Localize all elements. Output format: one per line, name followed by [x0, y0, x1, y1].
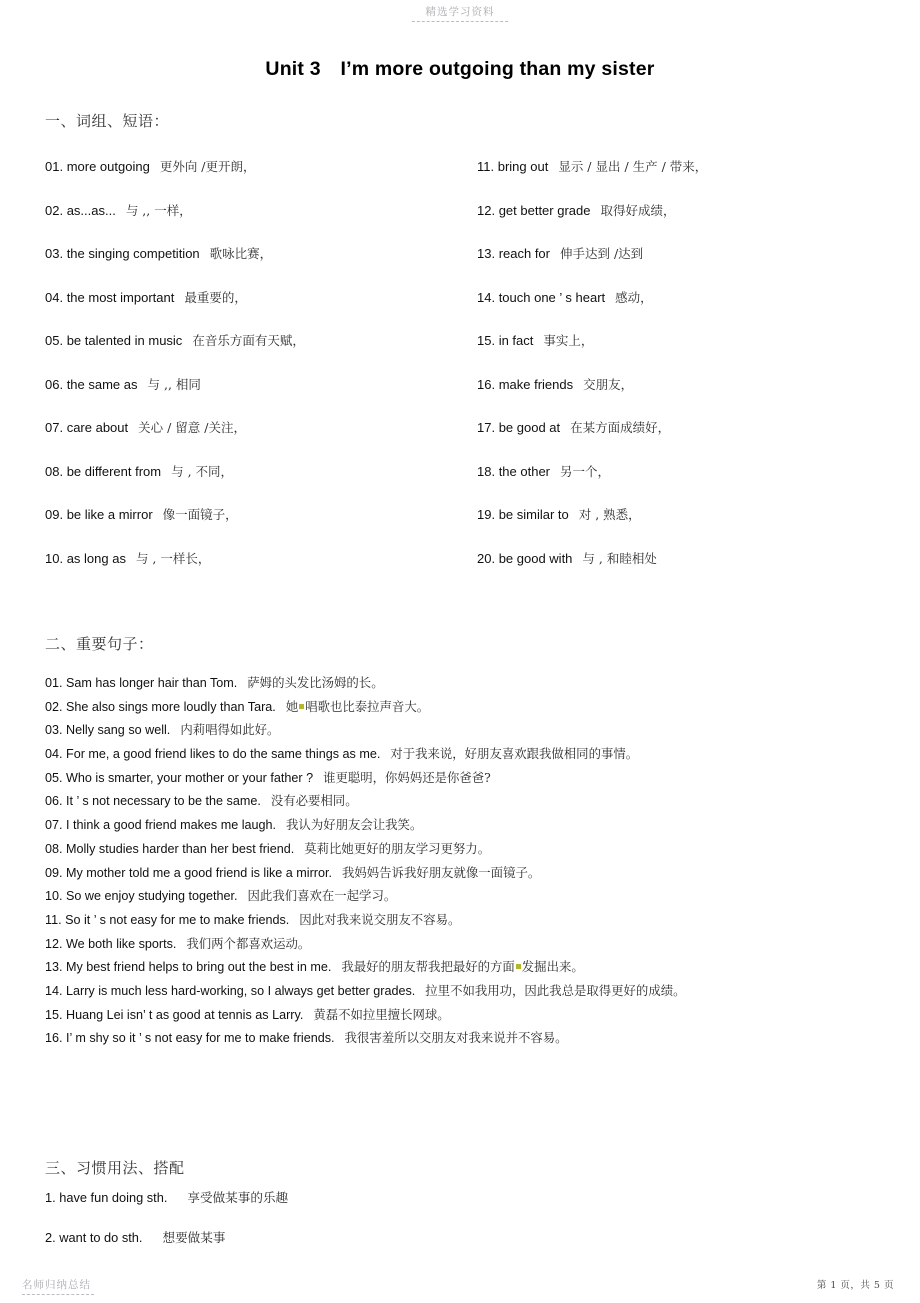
sentence-item — [45, 746, 890, 770]
phrase-number: 11. — [477, 159, 498, 174]
phrase-english: as long as — [66, 550, 126, 566]
phrase-item — [477, 246, 887, 290]
phrase-chinese: 感动， — [615, 289, 653, 305]
phrase-number: 20. — [477, 550, 499, 566]
phrase-item — [477, 159, 887, 203]
sentence-item — [45, 983, 890, 1007]
phrase-item — [45, 246, 455, 290]
phrase-number: 10. — [45, 550, 67, 566]
phrase-english: the singing competition — [66, 246, 200, 261]
phrase-item — [45, 464, 455, 508]
phrases-right-column — [477, 159, 887, 594]
phrase-number: 17. — [477, 420, 499, 435]
phrase-item — [477, 203, 887, 247]
phrase-english: touch one ’ s heart — [498, 289, 606, 305]
sentence-number: 02. — [45, 699, 67, 714]
phrase-english: be like a mirror — [66, 507, 153, 522]
sentence-item — [45, 936, 890, 960]
sentence-number: 10. — [45, 889, 67, 904]
sentence-number: 06. — [45, 794, 67, 809]
top-watermark — [0, 6, 920, 22]
sentence-chinese: 我们两个都喜欢运动。 — [186, 935, 311, 951]
sentence-number: 07. — [45, 818, 67, 833]
sentence-number: 01. — [45, 676, 67, 690]
phrase-number: 08. — [45, 463, 67, 479]
usage-item — [45, 1227, 745, 1267]
phrase-english: get better grade — [498, 202, 591, 218]
sentence-english: Huang Lei isn’ t as good at tennis as Larry. — [66, 1007, 304, 1022]
phrase-item — [45, 333, 455, 377]
phrase-english: care about — [66, 420, 129, 435]
sentence-chinese: 我妈妈告诉我好朋友就像一面镜子。 — [342, 864, 541, 880]
usage-english: want to do sth. — [59, 1230, 143, 1245]
sentence-chinese: 发掘出来。 — [521, 959, 584, 975]
sentence-english: Molly studies harder than her best friend. — [66, 841, 295, 856]
phrase-chinese: 另一个， — [560, 463, 611, 479]
usage-number: 2. — [45, 1230, 60, 1245]
phrase-item — [477, 333, 887, 377]
phrase-number: 02. — [45, 202, 67, 218]
section-heading-phrases: 一、词组、短语： — [45, 112, 170, 130]
usage-item — [45, 1187, 745, 1227]
document-title: Unit 3 I’m more outgoing than my sister — [265, 58, 655, 80]
sentence-english: So we enjoy studying together. — [66, 889, 238, 904]
watermark-dashed-rule — [412, 21, 508, 22]
phrase-item — [477, 551, 887, 595]
section-heading-sentences: 二、重要句子： — [45, 635, 154, 653]
phrase-number: 01. — [45, 159, 67, 174]
phrase-number: 14. — [477, 289, 499, 305]
phrase-english: reach for — [498, 246, 550, 261]
sentence-number: 12. — [45, 936, 67, 951]
phrase-english: more outgoing — [66, 159, 150, 174]
sentence-item — [45, 770, 890, 794]
phrase-number: 19. — [477, 507, 499, 522]
phrase-english: the most important — [66, 289, 175, 305]
sentence-english: My mother told me a good friend is like a mirror. — [66, 865, 332, 880]
bottom-watermark-text: 名师归纳总结 — [22, 1279, 91, 1292]
phrase-number: 13. — [477, 246, 499, 261]
phrase-item — [477, 420, 887, 464]
bottom-watermark — [22, 1279, 94, 1295]
sentence-english: We both like sports. — [66, 936, 177, 951]
page-indicator: 第 1 页，共 5 页 — [816, 1280, 894, 1291]
phrase-english: the other — [498, 463, 551, 479]
phrase-chinese: 取得好成绩， — [600, 202, 676, 218]
phrase-number: 03. — [45, 246, 67, 261]
phrases-left-column — [45, 159, 455, 594]
sentence-number: 11. — [45, 912, 66, 927]
highlight-marker — [299, 704, 304, 709]
phrase-chinese: 在某方面成绩好， — [570, 420, 671, 435]
phrase-number: 16. — [477, 376, 499, 392]
phrase-english: be talented in music — [66, 333, 183, 348]
sentence-number: 16. — [45, 1031, 67, 1046]
sentence-chinese: 唱歌也比泰拉声音大。 — [305, 698, 430, 714]
usage-list — [45, 1187, 745, 1267]
sentence-chinese: 黄磊不如拉里擅长网球。 — [313, 1006, 450, 1022]
phrase-english: bring out — [497, 159, 549, 174]
sentences-list — [45, 675, 890, 1054]
sentence-chinese: 我很害羞所以交朋友对我来说并不容易。 — [344, 1030, 568, 1046]
phrase-item — [45, 420, 455, 464]
sentence-chinese-prefix: 她 — [285, 698, 299, 714]
sentence-item — [45, 1030, 890, 1054]
bottom-watermark-dashed-rule — [22, 1294, 94, 1295]
phrase-english: as...as... — [66, 202, 116, 218]
phrase-chinese: 与 , 不同， — [171, 463, 234, 479]
phrase-english: be different from — [66, 463, 162, 479]
phrase-number: 05. — [45, 333, 67, 348]
sentence-chinese: 因此对我来说交朋友不容易。 — [299, 911, 461, 927]
sentence-item — [45, 675, 890, 699]
sentence-item — [45, 888, 890, 912]
phrase-number: 15. — [477, 333, 499, 348]
phrase-item — [477, 507, 887, 551]
phrase-number: 06. — [45, 376, 67, 392]
phrase-chinese: 与 , 一样长， — [135, 550, 211, 566]
phrase-chinese: 歌咏比赛， — [209, 246, 273, 261]
sentence-number: 04. — [45, 747, 67, 762]
sentence-english: I think a good friend makes me laugh. — [66, 818, 277, 833]
phrase-chinese: 最重要的， — [184, 289, 247, 305]
phrase-chinese: 关心 / 留意 /关注， — [138, 420, 246, 435]
sentence-item — [45, 722, 890, 746]
sentence-number: 09. — [45, 865, 67, 880]
phrase-item — [45, 203, 455, 247]
phrase-number: 04. — [45, 289, 67, 305]
sentence-item — [45, 959, 890, 983]
usage-chinese: 享受做某事的乐趣 — [187, 1190, 289, 1205]
sentence-english: I’ m shy so it ’ s not easy for me to make friends. — [66, 1031, 335, 1046]
phrase-english: make friends — [498, 376, 574, 392]
sentence-english: Sam has longer hair than Tom. — [66, 676, 238, 690]
phrase-item — [477, 377, 887, 421]
phrase-chinese: 像一面镜子， — [162, 507, 238, 522]
sentence-english: For me, a good friend likes to do the same things as me. — [66, 747, 381, 762]
sentence-number: 05. — [45, 770, 67, 785]
sentence-english: Nelly sang so well. — [66, 723, 171, 738]
phrase-chinese: 交朋友， — [583, 376, 634, 392]
phrase-item — [45, 377, 455, 421]
phrase-number: 12. — [477, 202, 499, 218]
phrase-item — [477, 290, 887, 334]
sentence-english: My best friend helps to bring out the best in me. — [66, 960, 332, 975]
sentence-english: Larry is much less hard-working, so I always get better grades. — [66, 983, 416, 998]
sentence-number: 03. — [45, 723, 67, 738]
sentence-chinese: 内莉唱得如此好。 — [180, 722, 280, 738]
sentence-english: Who is smarter, your mother or your father ? — [66, 770, 314, 785]
sentence-item — [45, 793, 890, 817]
sentence-chinese: 因此我们喜欢在一起学习。 — [247, 888, 397, 904]
phrase-chinese: 伸手达到 /达到 — [560, 246, 644, 261]
phrase-english: be good at — [498, 420, 561, 435]
section-heading-usage: 三、习惯用法、搭配 — [45, 1159, 185, 1177]
sentence-chinese: 我认为好朋友会让我笑。 — [286, 817, 423, 833]
usage-chinese: 想要做某事 — [162, 1230, 226, 1245]
sentence-english: It ’ s not necessary to be the same. — [66, 794, 261, 809]
phrase-number: 18. — [477, 463, 499, 479]
phrase-chinese: 与 ,, 一样， — [125, 202, 192, 218]
phrase-english: be similar to — [498, 507, 569, 522]
usage-number: 1. — [45, 1190, 60, 1205]
phrase-chinese: 在音乐方面有天赋， — [192, 333, 305, 348]
highlight-marker — [516, 964, 521, 969]
phrase-chinese: 更外向 /更开朗， — [159, 159, 256, 174]
sentence-item — [45, 841, 890, 865]
sentence-number: 15. — [45, 1007, 67, 1022]
sentence-item — [45, 865, 890, 889]
sentence-chinese: 没有必要相同。 — [270, 793, 358, 809]
phrase-english: be good with — [498, 550, 573, 566]
sentence-english: She also sings more loudly than Tara. — [66, 699, 276, 714]
sentence-english: So it ’ s not easy for me to make friends. — [65, 912, 290, 927]
phrase-chinese: 与 ,, 相同 — [147, 376, 201, 392]
phrase-chinese: 显示 / 显出 / 生产 / 带来， — [558, 159, 708, 174]
phrase-item — [45, 551, 455, 595]
sentence-chinese: 对于我来说，好朋友喜欢跟我做相同的事情。 — [390, 746, 639, 762]
phrase-english: the same as — [66, 376, 138, 392]
usage-english: have fun doing sth. — [59, 1190, 168, 1205]
sentence-chinese: 拉里不如我用功，因此我总是取得更好的成绩。 — [425, 982, 686, 998]
phrase-chinese: 事实上， — [543, 333, 594, 348]
phrase-item — [477, 464, 887, 508]
phrase-item — [45, 159, 455, 203]
phrase-item — [45, 507, 455, 551]
top-watermark-text: 精选学习资料 — [425, 6, 495, 18]
sentence-number: 13. — [45, 960, 67, 975]
sentence-item — [45, 912, 890, 936]
phrase-number: 07. — [45, 420, 67, 435]
sentence-number: 14. — [45, 983, 67, 998]
sentence-number: 08. — [45, 841, 67, 856]
phrase-number: 09. — [45, 507, 67, 522]
sentence-chinese: 谁更聪明，你妈妈还是你爸爸? — [323, 769, 491, 785]
sentence-item — [45, 699, 890, 723]
sentence-chinese: 莫莉比她更好的朋友学习更努力。 — [304, 840, 491, 856]
sentence-chinese-prefix: 我最好的朋友帮我把最好的方面 — [341, 959, 515, 975]
phrase-english: in fact — [498, 333, 534, 348]
sentence-chinese: 萨姆的头发比汤姆的长。 — [247, 675, 384, 690]
phrase-chinese: 对 , 熟悉， — [578, 507, 641, 522]
phrase-chinese: 与 , 和睦相处 — [582, 550, 657, 566]
sentence-item — [45, 1007, 890, 1031]
sentence-item — [45, 817, 890, 841]
phrase-item — [45, 290, 455, 334]
